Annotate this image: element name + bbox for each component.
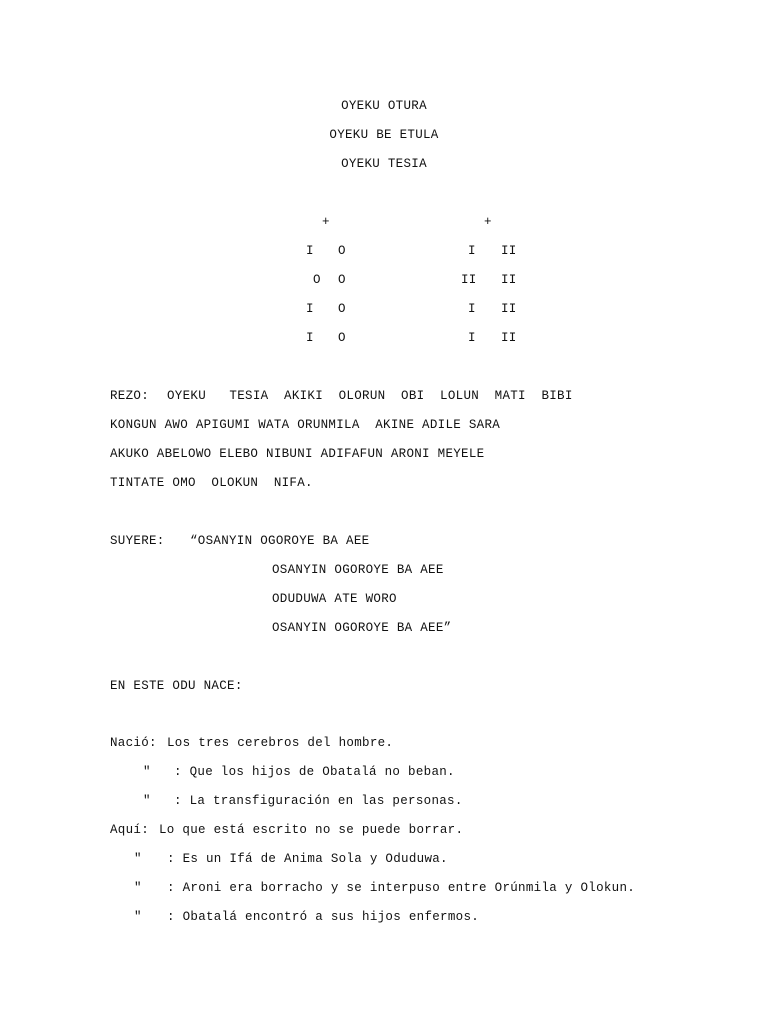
sign-mark: O: [338, 331, 346, 345]
item-text: : Aroni era borracho y se interpuso entre Orúnmila y Olokun.: [167, 881, 636, 895]
rezo-label: REZO:: [110, 389, 150, 403]
sign-mark: II: [461, 273, 477, 287]
rezo-line: AKUKO ABELOWO ELEBO NIBUNI ADIFAFUN ARONI MEYELE: [110, 447, 485, 461]
title-line-1: OYEKU OTURA: [341, 99, 427, 113]
item-prefix: ": [134, 881, 142, 895]
sign-mark: O: [313, 273, 321, 287]
sign-mark: II: [501, 273, 517, 287]
item-prefix: ": [134, 910, 142, 924]
suyere-line: OSANYIN OGOROYE BA AEE”: [272, 621, 452, 635]
sign-mark: I: [468, 331, 476, 345]
sign-mark: I: [468, 302, 476, 316]
sign-mark: O: [338, 244, 346, 258]
item-prefix: ": [143, 794, 151, 808]
item-text: : Obatalá encontró a sus hijos enfermos.: [167, 910, 480, 924]
rezo-line: TINTATE OMO OLOKUN NIFA.: [110, 476, 313, 490]
item-prefix: Aquí:: [110, 823, 150, 837]
suyere-line: “OSANYIN OGOROYE BA AEE: [190, 534, 370, 548]
item-text: Lo que está escrito no se puede borrar.: [159, 823, 464, 837]
sign-mark: +: [322, 215, 330, 229]
suyere-line: ODUDUWA ATE WORO: [272, 592, 397, 606]
item-text: : Que los hijos de Obatalá no beban.: [174, 765, 455, 779]
item-text: : La transfiguración en las personas.: [174, 794, 463, 808]
item-text: : Es un Ifá de Anima Sola y Oduduwa.: [167, 852, 448, 866]
item-prefix: ": [134, 852, 142, 866]
sign-mark: II: [501, 244, 517, 258]
section-heading: EN ESTE ODU NACE:: [110, 679, 243, 693]
sign-mark: O: [338, 273, 346, 287]
suyere-line: OSANYIN OGOROYE BA AEE: [272, 563, 444, 577]
sign-mark: +: [484, 215, 492, 229]
sign-mark: I: [306, 331, 314, 345]
rezo-line: KONGUN AWO APIGUMI WATA ORUNMILA AKINE ADILE SARA: [110, 418, 501, 432]
title-line-3: OYEKU TESIA: [341, 157, 427, 171]
item-text: Los tres cerebros del hombre.: [167, 736, 394, 750]
sign-mark: I: [306, 302, 314, 316]
sign-mark: O: [338, 302, 346, 316]
sign-mark: I: [468, 244, 476, 258]
item-prefix: ": [143, 765, 151, 779]
sign-mark: II: [501, 331, 517, 345]
sign-mark: II: [501, 302, 517, 316]
suyere-label: SUYERE:: [110, 534, 165, 548]
sign-mark: I: [306, 244, 314, 258]
rezo-line: OYEKU TESIA AKIKI OLORUN OBI LOLUN MATI BIBI: [167, 389, 573, 403]
title-line-2: OYEKU BE ETULA: [329, 128, 439, 142]
item-prefix: Nació:: [110, 736, 157, 750]
